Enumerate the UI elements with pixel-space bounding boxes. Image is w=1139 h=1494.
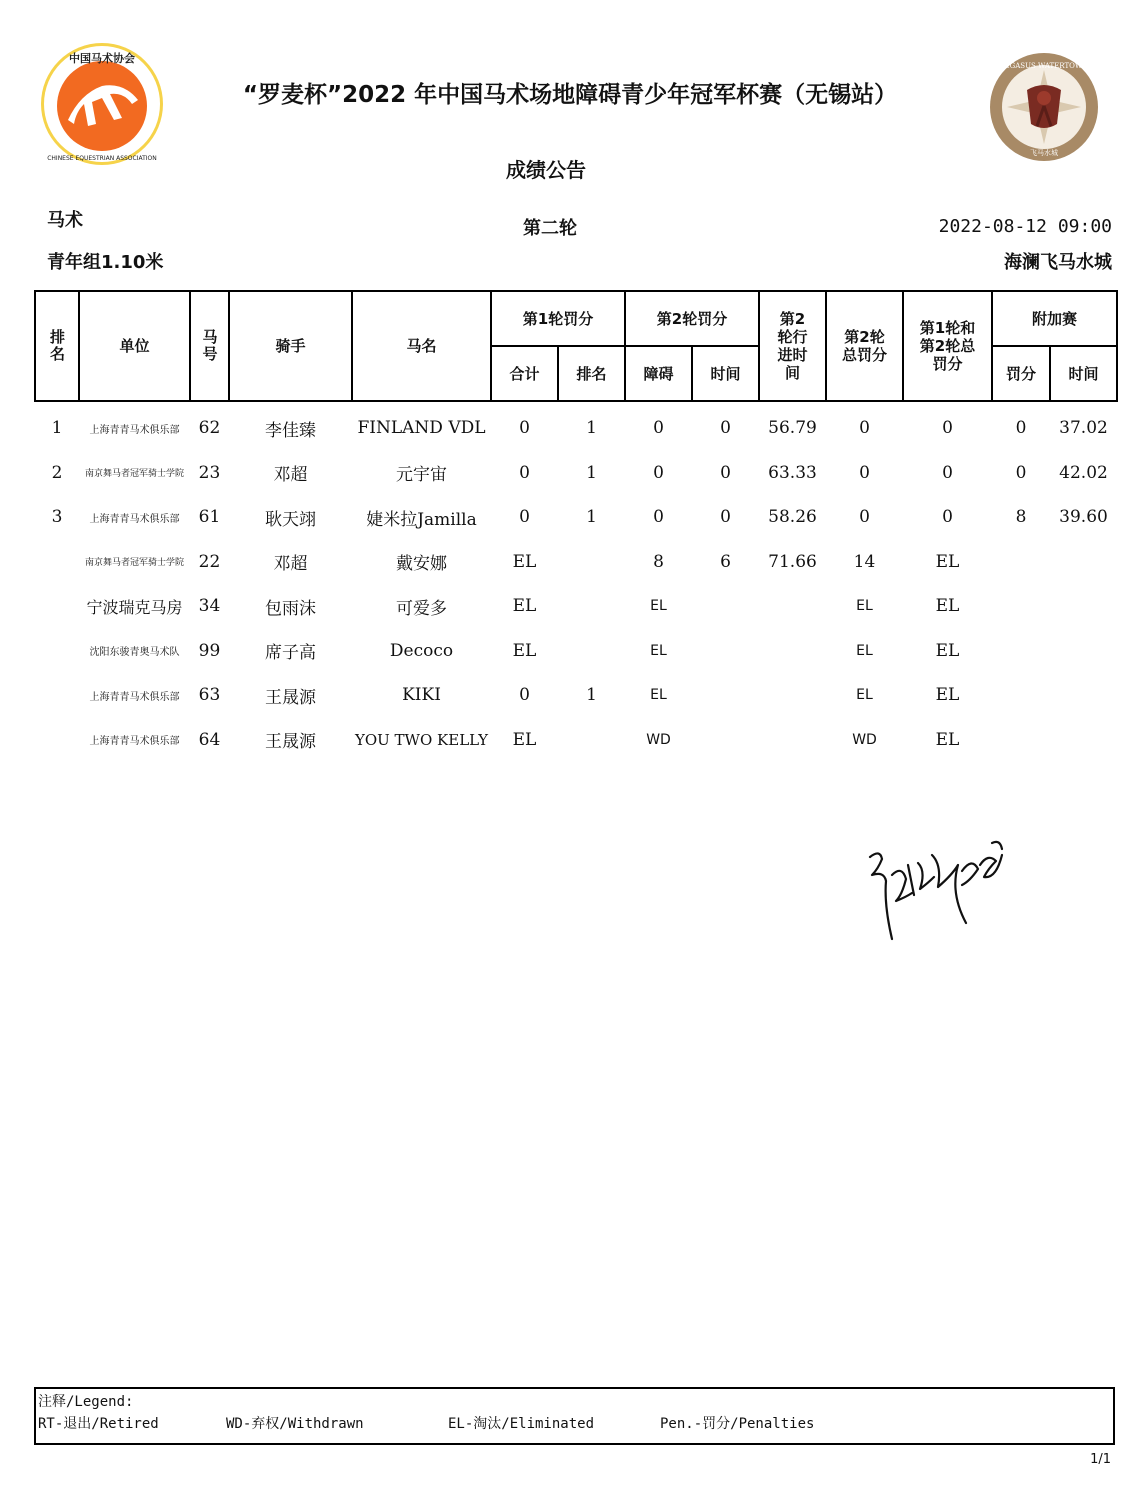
cell-horse: 婕米拉Jamilla (366, 509, 477, 530)
table-row (35, 584, 1117, 629)
document-subtitle: 成绩公告 (506, 158, 586, 182)
header-rank: 排名 (35, 291, 79, 401)
cell-r1-total: 0 (519, 418, 530, 439)
handwritten-signature (862, 835, 1012, 950)
header-r1-group: 第1轮罚分 (491, 291, 625, 346)
cell-r2-runtime (759, 629, 826, 674)
cell-r2-total: 0 (859, 462, 870, 483)
cell-horse: 可爱多 (396, 598, 447, 619)
cell-jumpoff-time: 42.02 (1059, 462, 1108, 483)
header-r2-obstacle: 障碍 (625, 346, 692, 401)
cell-jumpoff-pen (992, 718, 1050, 763)
round-label: 第二轮 (523, 218, 577, 239)
cell-r2-runtime (759, 673, 826, 718)
cell-rider: 邓超 (273, 465, 308, 486)
cell-horse-no: 62 (198, 418, 221, 439)
cell-r2-runtime: 71.66 (768, 551, 817, 572)
cell-r2-total: WD (852, 731, 877, 748)
cell-r2-time (692, 718, 759, 763)
cell-r2-obstacle: 0 (653, 462, 664, 483)
legend-title: 注释/Legend: (38, 1394, 134, 1410)
cell-r2-total: 0 (859, 507, 870, 528)
header-horse: 马名 (352, 291, 491, 401)
cell-r2-total: EL (856, 642, 873, 659)
cell-r1-rank (558, 718, 625, 763)
cell-r2-runtime: 63.33 (768, 462, 817, 483)
cell-r2-obstacle: EL (650, 598, 667, 615)
header-combined: 第1轮和第2轮总罚分 (903, 291, 992, 401)
table-row (35, 495, 1117, 540)
venue-label: 海澜飞马水城 (1004, 252, 1112, 273)
header-horse-no: 马号 (190, 291, 229, 401)
cell-r1-total: EL (512, 729, 537, 750)
header-r2-runtime: 第2轮行进时间 (759, 291, 826, 401)
cell-r2-total: 0 (859, 418, 870, 439)
cell-jumpoff-time (1050, 584, 1117, 629)
cell-r1-rank (558, 629, 625, 674)
cell-horse: KIKI (402, 685, 441, 706)
cell-horse-no: 23 (198, 462, 221, 483)
cell-combined: 0 (942, 418, 953, 439)
datetime-label: 2022-08-12 09:00 (938, 216, 1112, 237)
legend-retired: RT-退出/Retired (38, 1416, 159, 1432)
cell-r1-rank: 1 (586, 685, 597, 706)
cell-r2-obstacle: 8 (653, 551, 664, 572)
cell-club: 沈阳东骏青奥马术队 (89, 647, 180, 659)
cell-r2-time: 0 (720, 507, 731, 528)
cell-horse-no: 64 (198, 729, 221, 750)
table-row (35, 629, 1117, 674)
cell-jumpoff-time: 39.60 (1059, 507, 1108, 528)
header-r1-total: 合计 (491, 346, 558, 401)
cell-r2-time (692, 673, 759, 718)
legend-penalties: Pen.-罚分/Penalties (660, 1416, 815, 1432)
header-jumpoff-pen: 罚分 (992, 346, 1050, 401)
cell-jumpoff-time: 37.02 (1059, 418, 1108, 439)
cell-club: 上海青青马术俱乐部 (89, 424, 180, 436)
cell-horse-no: 34 (198, 596, 221, 617)
header-r2-group: 第2轮罚分 (625, 291, 759, 346)
cell-jumpoff-pen: 8 (1015, 507, 1027, 528)
cell-rank (35, 540, 79, 585)
header-rider: 骑手 (229, 291, 352, 401)
cell-jumpoff-pen (992, 673, 1050, 718)
cell-r1-rank (558, 540, 625, 585)
cell-r1-total: 0 (519, 685, 530, 706)
cell-r2-time (692, 584, 759, 629)
cell-rider: 邓超 (273, 554, 308, 575)
svg-text:飞马水城: 飞马水城 (1030, 149, 1058, 157)
cell-combined: EL (935, 729, 960, 750)
cell-r2-obstacle: EL (650, 687, 667, 704)
cell-jumpoff-pen (992, 629, 1050, 674)
discipline-label: 马术 (47, 210, 83, 231)
chinese-equestrian-association-logo (40, 42, 165, 167)
cell-r1-total: EL (512, 551, 537, 572)
legend-withdrawn: WD-弃权/Withdrawn (226, 1416, 364, 1432)
table-row (35, 673, 1117, 718)
svg-text:中国马术协会: 中国马术协会 (69, 52, 135, 65)
cell-rider: 席子高 (265, 643, 316, 664)
cell-r1-rank: 1 (586, 418, 597, 439)
cell-horse-no: 22 (198, 551, 221, 572)
cell-r2-total: EL (856, 598, 873, 615)
svg-text:CHINESE EQUESTRIAN ASSOCIATION: CHINESE EQUESTRIAN ASSOCIATION (47, 155, 157, 162)
cell-r1-total: 0 (519, 462, 530, 483)
cell-jumpoff-pen (992, 540, 1050, 585)
cell-r1-total: EL (512, 640, 537, 661)
cell-rider: 王晟源 (265, 732, 316, 753)
cell-horse-no: 99 (198, 640, 221, 661)
cell-r2-obstacle: EL (650, 642, 667, 659)
cell-rank: 2 (51, 462, 63, 483)
cell-jumpoff-time (1050, 673, 1117, 718)
cell-horse: FINLAND VDL (357, 418, 486, 439)
table-row (35, 540, 1117, 585)
pegasus-watertown-logo (987, 52, 1102, 162)
cell-jumpoff-pen: 0 (1015, 418, 1027, 439)
cell-horse: YOU TWO KELLY (354, 730, 489, 749)
cell-combined: EL (935, 596, 960, 617)
cell-r1-rank (558, 584, 625, 629)
cell-jumpoff-time (1050, 718, 1117, 763)
cell-combined: EL (935, 685, 960, 706)
legend-eliminated: EL-淘汰/Eliminated (448, 1416, 595, 1432)
cell-club: 上海青青马术俱乐部 (89, 691, 180, 703)
cell-rank (35, 584, 79, 629)
cell-club: 上海青青马术俱乐部 (89, 736, 180, 748)
cell-rank: 1 (51, 418, 63, 439)
cell-rider: 耿天翊 (265, 509, 316, 530)
cell-rider: 王晟源 (265, 687, 316, 708)
header-jumpoff-time: 时间 (1050, 346, 1117, 401)
cell-horse: Decoco (389, 640, 454, 661)
svg-text:PEGASUS WATERTOWN: PEGASUS WATERTOWN (999, 62, 1089, 70)
document-title: “罗麦杯”2022 年中国马术场地障碍青少年冠军杯赛（无锡站） (242, 82, 898, 108)
table-row (35, 401, 1117, 451)
cell-r2-runtime (759, 584, 826, 629)
cell-r2-total: 14 (853, 551, 876, 572)
cell-r2-runtime: 58.26 (768, 507, 817, 528)
header-r2-total: 第2轮总罚分 (826, 291, 903, 401)
cell-club: 上海青青马术俱乐部 (89, 513, 180, 525)
header-club: 单位 (79, 291, 190, 401)
cell-horse: 元宇宙 (396, 465, 447, 486)
cell-r2-obstacle: 0 (653, 418, 664, 439)
cell-club: 宁波瑞克马房 (86, 597, 183, 617)
cell-combined: EL (935, 640, 960, 661)
cell-combined: EL (935, 551, 960, 572)
cell-horse-no: 63 (198, 685, 221, 706)
page-number: 1/1 (1090, 1452, 1111, 1467)
cell-r1-rank: 1 (586, 462, 597, 483)
cell-rank (35, 673, 79, 718)
table-row (35, 718, 1117, 763)
cell-r1-rank: 1 (586, 507, 597, 528)
cell-horse: 戴安娜 (396, 554, 447, 575)
cell-rank (35, 629, 79, 674)
cell-jumpoff-pen (992, 584, 1050, 629)
header-r1-rank: 排名 (558, 346, 625, 401)
cell-jumpoff-time (1050, 540, 1117, 585)
cell-r2-runtime: 56.79 (768, 418, 817, 439)
cell-r2-time (692, 629, 759, 674)
cell-r2-obstacle: WD (646, 731, 671, 748)
table-row (35, 451, 1117, 496)
cell-jumpoff-pen: 0 (1015, 462, 1027, 483)
cell-r1-total: 0 (519, 507, 530, 528)
cell-club: 南京舞马者冠军骑士学院 (84, 469, 184, 480)
cell-rider: 包雨沫 (265, 598, 316, 619)
cell-jumpoff-time (1050, 629, 1117, 674)
legend-box (34, 1387, 1115, 1445)
cell-r1-total: EL (512, 596, 537, 617)
cell-combined: 0 (942, 462, 953, 483)
header-r2-time: 时间 (692, 346, 759, 401)
category-label: 青年组1.10米 (47, 252, 164, 273)
cell-rank (35, 718, 79, 763)
results-table (34, 290, 1118, 762)
cell-rank: 3 (51, 507, 63, 528)
cell-r2-time: 6 (720, 551, 731, 572)
cell-horse-no: 61 (198, 507, 221, 528)
cell-r2-obstacle: 0 (653, 507, 664, 528)
cell-combined: 0 (942, 507, 953, 528)
cell-club: 南京舞马者冠军骑士学院 (84, 558, 184, 569)
cell-r2-time: 0 (720, 462, 731, 483)
cell-r2-total: EL (856, 687, 873, 704)
cell-rider: 李佳臻 (265, 420, 316, 441)
header-jumpoff-group: 附加赛 (992, 291, 1117, 346)
cell-r2-runtime (759, 718, 826, 763)
cell-r2-time: 0 (720, 418, 731, 439)
